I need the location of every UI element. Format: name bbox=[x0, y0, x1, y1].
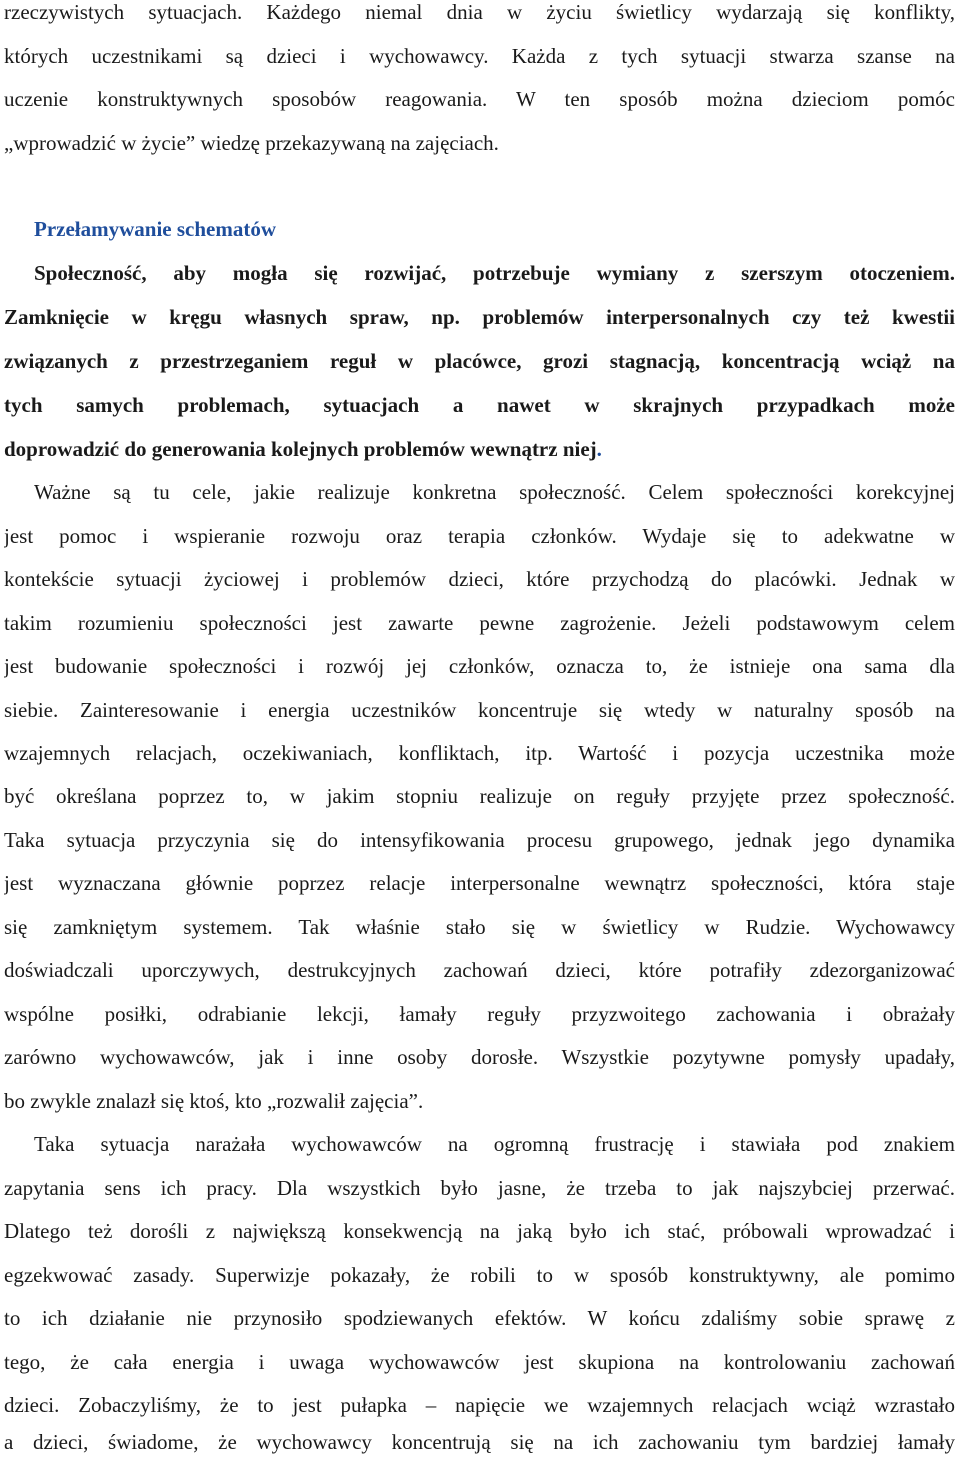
paragraph-line: Taka sytuacja narażała wychowawców na ogromną frustrację i stawiała pod znakiem bbox=[34, 1132, 955, 1156]
paragraph-line: jest wyznaczana głównie poprzez relacje interpersonalne wewnątrz społeczności, która staje bbox=[4, 871, 955, 895]
paragraph-line: kontekście sytuacji życiowej i problemów dzieci, które przychodzą do placówki. Jednak w bbox=[4, 567, 955, 591]
paragraph-line: jest pomoc i wspieranie rozwoju oraz terapia członków. Wydaje się to adekwatne w bbox=[4, 524, 955, 548]
paragraph-line: tego, że cała energia i uwaga wychowawców jest skupiona na kontrolowaniu zachowań bbox=[4, 1350, 955, 1374]
paragraph-line: takim rozumieniu społeczności jest zawarte pewne zagrożenie. Jeżeli podstawowym celem bbox=[4, 611, 955, 635]
paragraph-line: egzekwować zasady. Superwizje pokazały, że robili to w sposób konstruktywny, ale pomimo bbox=[4, 1263, 955, 1287]
bold-paragraph-line: związanych z przestrzeganiem reguł w placówce, grozi stagnacją, koncentracją wciąż na bbox=[4, 349, 955, 373]
bold-paragraph-end-dot: . bbox=[596, 437, 602, 461]
bold-paragraph-line: tych samych problemach, sytuacjach a nawet w skrajnych przypadkach może bbox=[4, 393, 955, 417]
paragraph-line: to ich działanie nie przynosiło spodziewanych efektów. W końcu zdaliśmy sobie sprawę z bbox=[4, 1306, 955, 1330]
paragraph-line: zarówno wychowawców, jak i inne osoby dorosłe. Wszystkie pozytywne pomysły upadały, bbox=[4, 1045, 955, 1069]
bold-paragraph-line: Zamknięcie w kręgu własnych spraw, np. problemów interpersonalnych czy też kwestii bbox=[4, 305, 955, 329]
bold-paragraph-line: Społeczność, aby mogła się rozwijać, potrzebuje wymiany z szerszym otoczeniem. bbox=[34, 261, 955, 285]
paragraph-line: zapytania sens ich pracy. Dla wszystkich było jasne, że trzeba to jak najszybciej przerwać. bbox=[4, 1176, 955, 1200]
paragraph-line: jest budowanie społeczności i rozwój jej członków, oznacza to, że istnieje ona sama dla bbox=[4, 654, 955, 678]
paragraph-line: dzieci. Zobaczyliśmy, że to jest pułapka – napięcie we wzajemnych relacjach wciąż wzrastało bbox=[4, 1393, 955, 1417]
bold-paragraph-last-line bbox=[4, 427, 955, 471]
intro-line: uczenie konstruktywnych sposobów reagowania. W ten sposób można dzieciom pomóc bbox=[4, 87, 955, 111]
paragraph-line: Dlatego też dorośli z największą konsekwencją na jaką było ich stać, próbowali wprowadzać i bbox=[4, 1219, 955, 1243]
paragraph-line: doświadczali uporczywych, destrukcyjnych zachowań dzieci, które potrafiły zdezorganizować bbox=[4, 958, 955, 982]
intro-line: których uczestnikami są dzieci i wychowawcy. Każda z tych sytuacji stwarza szanse na bbox=[4, 44, 955, 68]
paragraph-line: wspólne posiłki, odrabianie lekcji, łamały reguły przyzwoitego zachowania i obrażały bbox=[4, 1002, 955, 1026]
intro-line: „wprowadzić w życie” wiedzę przekazywaną na zajęciach. bbox=[4, 131, 499, 155]
paragraph-line: Ważne są tu cele, jakie realizuje konkretna społeczność. Celem społeczności korekcyjnej bbox=[34, 480, 955, 504]
paragraph-line: się zamkniętym systemem. Tak właśnie stało się w świetlicy w Rudzie. Wychowawcy bbox=[4, 915, 955, 939]
intro-line: rzeczywistych sytuacjach. Każdego niemal dnia w życiu świetlicy wydarzają się konflikty, bbox=[4, 0, 955, 24]
paragraph-line: wzajemnych relacjach, oczekiwaniach, konfliktach, itp. Wartość i pozycja uczestnika może bbox=[4, 741, 955, 765]
paragraph-line: bo zwykle znalazł się ktoś, kto „rozwalił zajęcia”. bbox=[4, 1089, 424, 1113]
paragraph-line: być określana poprzez to, w jakim stopniu realizuje on reguły przyjęte przez społeczność. bbox=[4, 784, 955, 808]
paragraph-line: Taka sytuacja przyczynia się do intensyfikowania procesu grupowego, jednak jego dynamika bbox=[4, 828, 955, 852]
paragraph-line: a dzieci, świadome, że wychowawcy koncentrują się na ich zachowaniu tym bardziej łamały bbox=[4, 1430, 955, 1454]
paragraph-line: siebie. Zainteresowanie i energia uczestników koncentruje się wtedy w naturalny sposób na bbox=[4, 698, 955, 722]
section-heading: Przełamywanie schematów bbox=[34, 217, 277, 241]
bold-paragraph-text: doprowadzić do generowania kolejnych problemów wewnątrz niej bbox=[4, 437, 597, 461]
